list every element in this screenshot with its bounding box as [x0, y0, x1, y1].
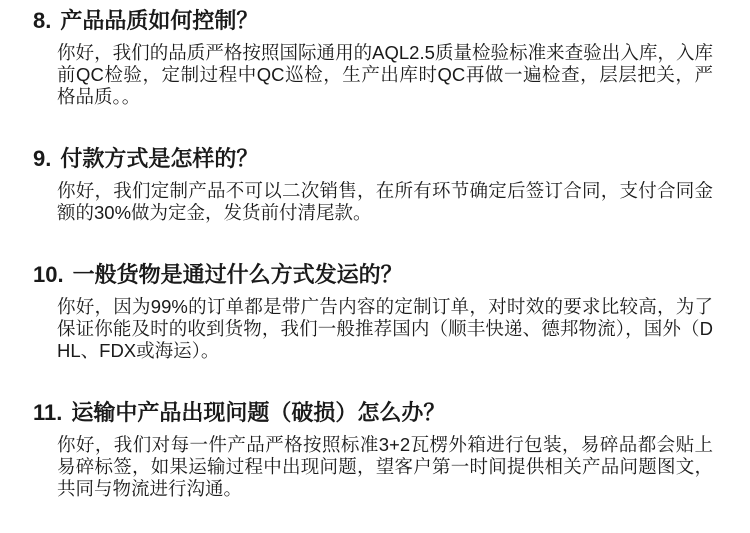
- question-text: 运输中产品出现问题（破损）怎么办？: [71, 400, 446, 425]
- question-number: 11.: [33, 400, 63, 425]
- question-text: 付款方式是怎样的？: [60, 146, 259, 171]
- question-number: 9.: [33, 146, 52, 171]
- faq-answer: 你好，因为99%的订单都是带广告内容的定制订单，对时效的要求比较高，为了保证你能及时的收到货物，我们一般推荐国内（顺丰快递、德邦物流），国外（DHL、FDX或海运）。: [57, 296, 713, 361]
- question-number: 8.: [33, 8, 52, 33]
- faq-answer: 你好，我们对每一件产品严格按照标准3+2瓦楞外箱进行包装，易碎品都会贴上易碎标签，如果运输过程中出现问题，望客户第一时间提供相关产品问题图文，共同与物流进行沟通。: [57, 434, 713, 499]
- faq-item: [0, 399, 750, 500]
- faq-answer: 你好，我们定制产品不可以二次销售，在所有环节确定后签订合同，支付合同金额的30%做为定金，发货前付清尾款。: [57, 180, 713, 223]
- faq-item: [0, 261, 750, 362]
- faq-answer: 你好，我们的品质严格按照国际通用的AQL2.5质量检验标准来查验出入库，入库前QC检验，定制过程中QC巡检，生产出库时QC再做一遍检查，层层把关，严格品质。。: [57, 42, 713, 107]
- question-number: 10.: [33, 262, 64, 287]
- faq-item: [0, 145, 750, 224]
- question-text: 产品品质如何控制？: [60, 8, 259, 33]
- faq-item: [0, 7, 750, 108]
- faq-question-heading: [0, 399, 750, 426]
- question-text: 一般货物是通过什么方式发运的？: [72, 262, 403, 287]
- faq-question-heading: [0, 7, 750, 34]
- faq-question-heading: [0, 261, 750, 288]
- faq-question-heading: [0, 145, 750, 172]
